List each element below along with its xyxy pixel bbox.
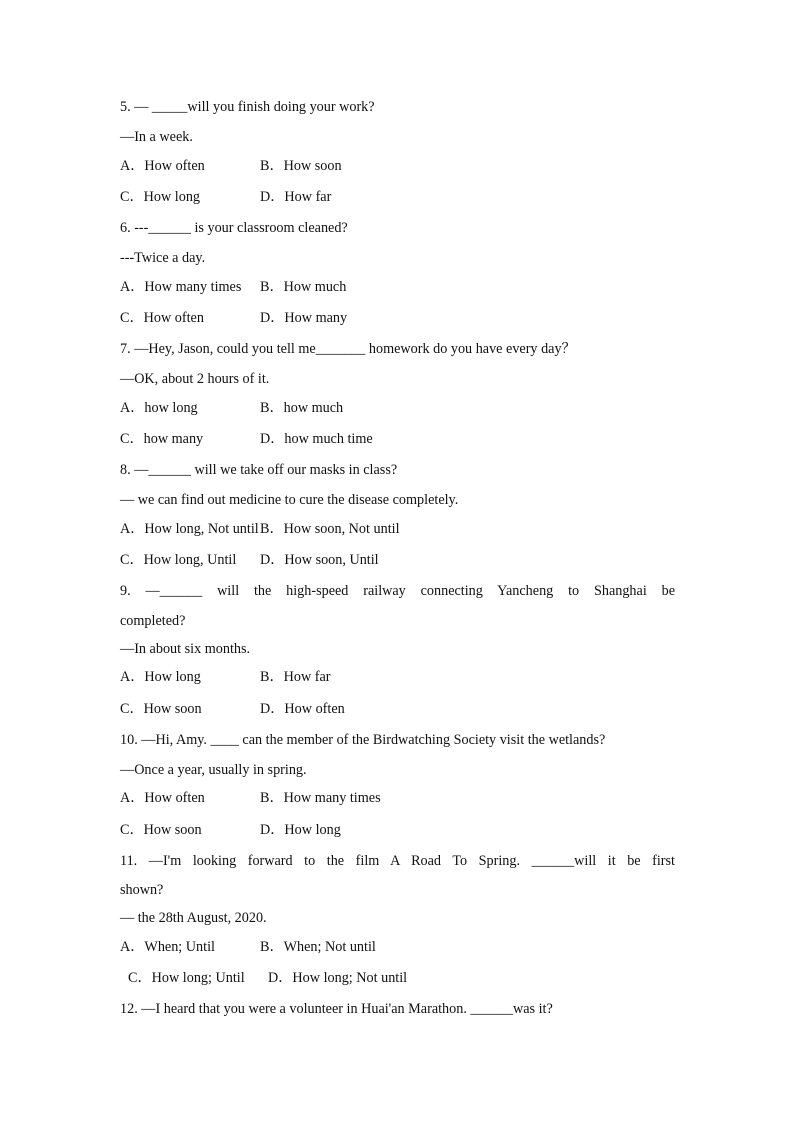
option-c: C．how many — [120, 431, 204, 447]
option-a: A．How often — [120, 158, 205, 174]
option-c: C．How soon — [120, 822, 202, 838]
question-5-answer: —In a week. — [120, 129, 193, 145]
option-a: A．How often — [120, 790, 205, 806]
option-b: B．How soon, Not until — [260, 521, 400, 537]
option-a: A．How long — [120, 669, 201, 685]
option-c: C．How long — [120, 189, 201, 205]
question-11-options-ab — [120, 938, 675, 956]
option-d: D．How soon, Until — [260, 552, 379, 568]
option-a: A．When; Until — [120, 939, 215, 955]
option-b: B．How far — [260, 669, 331, 685]
option-c: C．How soon — [120, 701, 202, 717]
option-b: B．How much — [260, 279, 347, 295]
option-c: C．How long, Until — [120, 552, 237, 568]
question-10-answer: —Once a year, usually in spring. — [120, 762, 307, 778]
question-6-options-ab — [120, 278, 675, 296]
option-c: C．How often — [120, 310, 204, 326]
option-b: B．How many times — [260, 790, 381, 806]
question-6-answer: ---Twice a day. — [120, 250, 206, 266]
option-a: A．How many times — [120, 279, 242, 295]
option-d: D．How long — [260, 822, 341, 838]
option-d: D．how much time — [260, 431, 373, 447]
question-10-options-ab — [120, 789, 675, 807]
option-c: C．How long; Until — [128, 970, 245, 986]
question-11-stem-continued: shown? — [120, 882, 164, 898]
question-8-options-ab — [120, 520, 675, 538]
question-11-answer: — the 28th August, 2020. — [120, 910, 267, 926]
question-7-options-ab — [120, 399, 675, 417]
question-9-stem-continued: completed? — [120, 613, 186, 629]
option-b: B．how much — [260, 400, 344, 416]
question-8-answer: — we can find out medicine to cure the disease completely. — [120, 492, 459, 508]
question-5-stem: 5. — _____will you finish doing your work? — [120, 99, 375, 115]
question-6-stem: 6. ---______ is your classroom cleaned? — [120, 220, 348, 236]
question-7-options-cd — [120, 430, 675, 448]
option-d: D．How far — [260, 189, 332, 205]
question-8-options-cd — [120, 551, 675, 569]
question-9-options-cd — [120, 700, 675, 718]
question-8-stem: 8. —______ will we take off our masks in class? — [120, 462, 398, 478]
option-a: A．how long — [120, 400, 198, 416]
question-11-stem: 11. —I'm looking forward to the film A Road To Spring. ______will it be first — [120, 853, 675, 869]
option-d: D．How long; Not until — [268, 970, 408, 986]
question-7-stem: 7. —Hey, Jason, could you tell me_______ homework do you have every day？ — [120, 341, 576, 357]
question-10-stem: 10. —Hi, Amy. ____ can the member of the Birdwatching Society visit the wetlands? — [120, 732, 606, 748]
option-d: D．How often — [260, 701, 345, 717]
question-12-stem: 12. —I heard that you were a volunteer in Huai'an Marathon. ______was it? — [120, 1001, 553, 1017]
option-d: D．How many — [260, 310, 348, 326]
question-9-stem: 9. —______ will the high-speed railway connecting Yancheng to Shanghai be — [120, 583, 675, 599]
question-6-options-cd — [120, 309, 675, 327]
option-a: A．How long, Not until — [120, 521, 259, 537]
question-9-options-ab — [120, 668, 675, 686]
question-5-options-ab — [120, 157, 675, 175]
option-b: B．When; Not until — [260, 939, 376, 955]
question-5-options-cd — [120, 188, 675, 206]
option-b: B．How soon — [260, 158, 342, 174]
question-10-options-cd — [120, 821, 675, 839]
question-11-options-cd — [120, 969, 683, 987]
question-7-answer: —OK, about 2 hours of it. — [120, 371, 270, 387]
question-9-answer: —In about six months. — [120, 641, 251, 657]
